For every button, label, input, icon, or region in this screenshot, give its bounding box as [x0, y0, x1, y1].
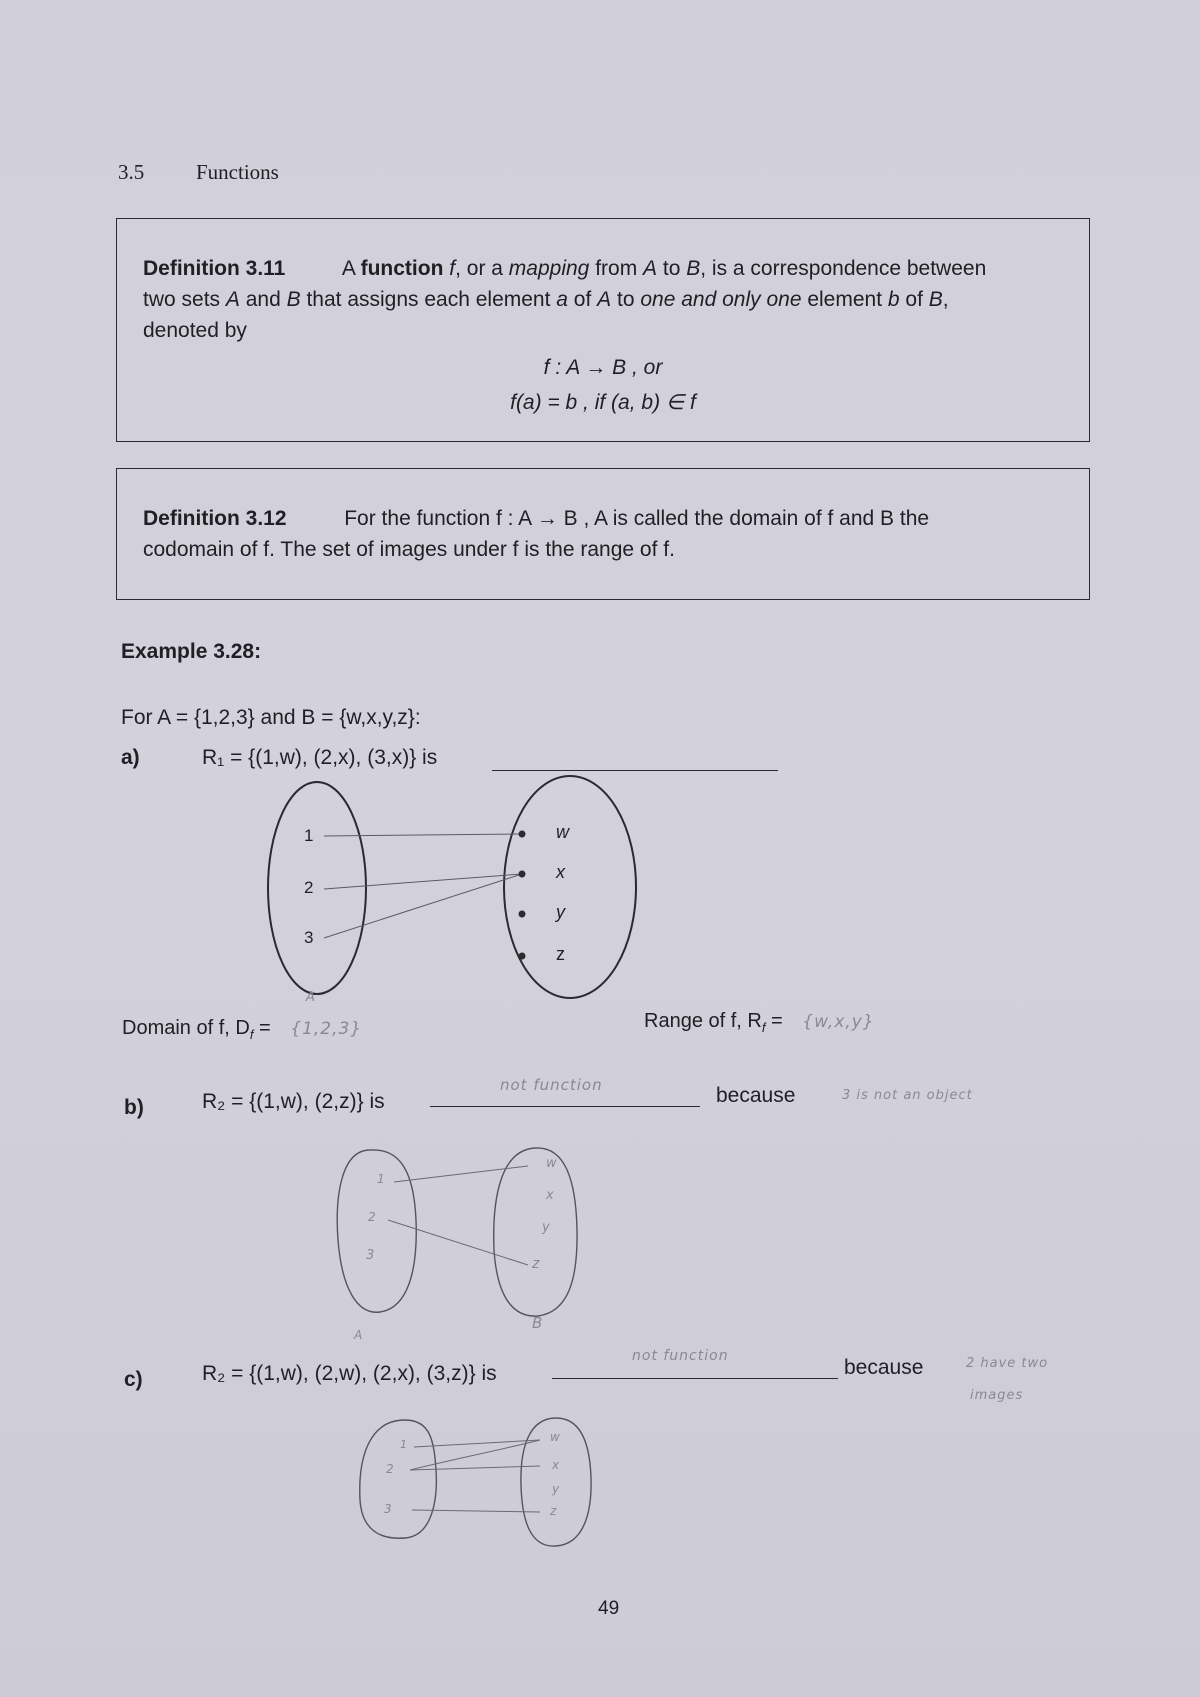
def-var: B [286, 288, 301, 311]
part-b-left-1: 1 [377, 1172, 386, 1186]
part-c-left-3: 3 [384, 1502, 393, 1516]
domain-label: Domain of f, D [122, 1017, 250, 1039]
def-var: B [686, 257, 701, 280]
part-a-arrow-3-x [324, 874, 522, 938]
part-c-arrow-2-x [410, 1466, 540, 1470]
part-a-left-3: 3 [304, 928, 314, 947]
part-c-because-answer-1: 2 have two [966, 1356, 1049, 1371]
part-c-left-2: 2 [386, 1462, 395, 1476]
def-text: of [899, 288, 929, 311]
definition-3-12-line-1 [143, 503, 1063, 534]
def-text: of [567, 288, 598, 311]
def-text: and [239, 288, 287, 311]
term-function: function [360, 257, 444, 280]
definition-3-11-label: Definition 3.11 [143, 257, 286, 280]
def-text: , is a correspondence between [700, 257, 987, 280]
domain-answer: {1,2,3} [290, 1019, 363, 1039]
part-a-left-2: 2 [304, 878, 314, 897]
part-b-because-answer: 3 is not an object [842, 1088, 973, 1103]
definition-3-12-label: Definition 3.12 [143, 507, 287, 530]
def-var: a [556, 288, 568, 311]
part-c-right-w: w [550, 1430, 561, 1444]
part-b-left-3: 3 [366, 1248, 376, 1263]
part-b-arrow-2-z [388, 1220, 528, 1265]
part-b-right-z: z [532, 1256, 541, 1272]
part-c-answer-blank [552, 1348, 838, 1379]
page-number: 49 [598, 1598, 620, 1619]
part-b-right-x: x [546, 1188, 555, 1203]
def-emphasis: one and only one [640, 288, 802, 311]
def-text: from [589, 257, 644, 280]
part-a-label: a) [121, 746, 140, 769]
part-a-arrow-2-x [324, 874, 522, 889]
part-c-left-1: 1 [400, 1438, 408, 1451]
part-c-arrow-1-w [414, 1440, 540, 1447]
example-intro: For A = {1,2,3} and B = {w,x,y,z}: [121, 706, 421, 729]
part-a-codomain-ellipse [504, 776, 636, 998]
range-subscript: f [761, 1020, 766, 1035]
def-var: A [643, 257, 658, 280]
part-a-point-w [519, 831, 526, 838]
part-c-right-x: x [552, 1458, 561, 1472]
part-c-because-answer-2: images [970, 1388, 1024, 1403]
definition-3-12-box [116, 468, 1090, 600]
def-text: A [341, 257, 361, 280]
part-b-answer: not function [500, 1076, 603, 1094]
part-b-left-2: 2 [368, 1210, 377, 1224]
part-a-relation: R₁ = {(1,w), (2,x), (3,x)} is [202, 746, 438, 769]
part-b-answer-blank [430, 1076, 700, 1107]
definition-3-11-formula-2: f(a) = b , if (a, b) ∈ f [510, 391, 696, 414]
def-var: b [887, 288, 900, 311]
part-a-domain-ellipse [268, 782, 366, 994]
part-c-because: because [844, 1356, 924, 1379]
part-a-point-y [519, 911, 526, 918]
range-label: Range of f, R [644, 1010, 762, 1032]
section-title: Functions [196, 160, 279, 184]
part-c-right-y: y [552, 1482, 561, 1496]
definition-3-11-line-1 [143, 253, 1063, 284]
def-var: A [225, 288, 240, 311]
definition-3-11-box [116, 218, 1090, 442]
definition-3-11-formula-1: f : A → B , or [543, 356, 663, 379]
part-a-left-1: 1 [304, 826, 314, 845]
part-c-relation: R₂ = {(1,w), (2,w), (2,x), (3,z)} is [202, 1362, 497, 1385]
def-text: two sets [143, 288, 226, 311]
part-c-right-z: z [550, 1504, 558, 1518]
part-c-answer: not function [632, 1348, 729, 1364]
section-number: 3.5 [118, 160, 145, 184]
def-text: element [801, 288, 888, 311]
part-b-caption-left: A [354, 1328, 364, 1342]
part-a-range-row: Range of f, $R_f = \{w,x,y\}$ [644, 1010, 875, 1035]
part-a-domain-row: Domain of f, $D_f = \{1,2,3\}$ [122, 1017, 363, 1042]
part-a-point-x [519, 871, 526, 878]
example-title: Example 3.28: [121, 640, 262, 663]
term-mapping: mapping [508, 257, 590, 280]
part-a-point-z [519, 953, 526, 960]
def-text: that assigns each element [300, 288, 557, 311]
part-a-right-z: z [556, 944, 565, 964]
part-b-caption-right: B [532, 1314, 544, 1332]
definition-3-12-sentence-1: For the function f : A → B , A is called the domain of f and B the [344, 507, 930, 530]
part-b-relation: R₂ = {(1,w), (2,z)} is [202, 1090, 385, 1113]
part-b-right-w: w [546, 1156, 558, 1171]
part-c-arrow-2-w [410, 1440, 540, 1470]
part-a-arrow-1-w [324, 834, 522, 836]
part-a-right-y: y [556, 902, 565, 922]
part-c-label: c) [124, 1368, 143, 1391]
def-var: B [928, 288, 943, 311]
range-answer: {w,x,y} [802, 1012, 875, 1032]
part-a-right-w: w [556, 822, 569, 842]
part-c-arrow-3-z [412, 1510, 540, 1512]
part-a-right-x: x [556, 862, 565, 882]
part-a-caption-left: A [306, 990, 316, 1005]
def-text: , [942, 288, 949, 311]
part-c-domain-ellipse [360, 1420, 437, 1538]
definition-3-11-line-2 [143, 284, 1063, 315]
part-b-codomain-ellipse [494, 1148, 577, 1316]
definition-3-11-text [143, 253, 1063, 418]
definition-3-12-line-2: codomain of f. The set of images under f is the range of f. [143, 538, 675, 561]
def-var: f [449, 257, 456, 280]
def-text: , or a [455, 257, 509, 280]
part-b-because: because [716, 1084, 796, 1107]
def-text: to [611, 288, 641, 311]
def-var: A [597, 288, 612, 311]
definition-3-11-line-3: denoted by [143, 319, 247, 342]
part-b-arrow-1-w [394, 1166, 528, 1182]
part-b-label: b) [124, 1096, 144, 1119]
definition-3-12-text [143, 503, 1063, 565]
domain-subscript: f [249, 1027, 254, 1042]
part-a-answer-blank [492, 743, 778, 771]
part-b-right-y: y [542, 1220, 551, 1235]
def-text: to [657, 257, 687, 280]
